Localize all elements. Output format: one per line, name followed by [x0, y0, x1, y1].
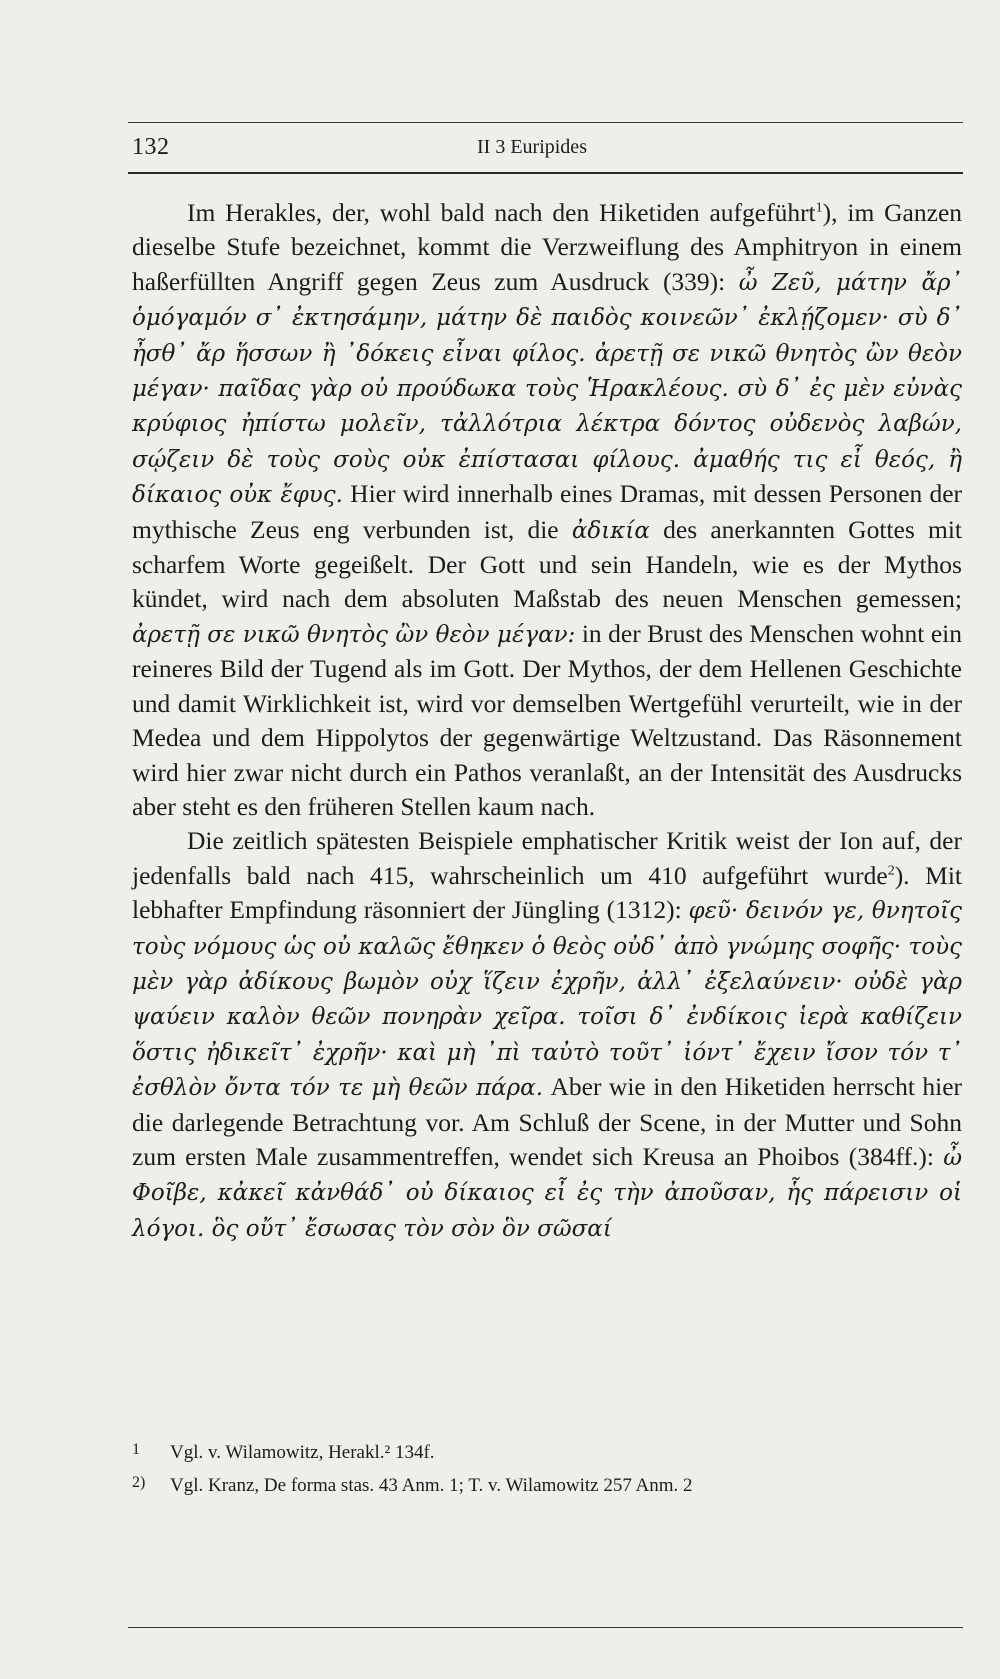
footnote-text: Vgl. v. Wilamowitz, Herakl.² 134f. — [170, 1442, 435, 1463]
text-span: in der Brust des Menschen wohnt ein reineres Bild der Tugend als im Gott. Der Mythos, der dem Hellenen Geschichte und damit Wirklichkeit ist, wird vor demselben Wertgefühl verurteilt, wie in der Medea und dem Hippolytos der gegenwärtige Weltzustand. Das Räsonnement wird hier zwar nicht durch ein Pathos veranlaßt, an der Intensität des Ausdrucks aber steht es den früheren Stellen kaum nach. — [132, 618, 963, 821]
page-number: 132 — [132, 134, 170, 160]
footnote-ref-1: 1 — [815, 200, 823, 216]
text-span: Aber wie in den Hiketiden herrscht hier die darlegende Betrachtung vor. Am Schluß der Scene, in der Mutter und Sohn zum ersten Male zusammentreffen, wendet sich Kreusa an Phoibos (384ff.): — [132, 1072, 963, 1171]
text-span: Hier wird innerhalb eines Dramas, mit dessen Personen der mythische Zeus eng verbunden ist, die — [132, 479, 963, 544]
bottom-rule — [128, 1627, 963, 1628]
top-rule — [128, 122, 963, 123]
footnote-ref-2: 2 — [887, 863, 895, 879]
footnote-2 — [132, 1469, 962, 1502]
footnotes — [132, 1436, 962, 1502]
footnote-text: Vgl. Kranz, De forma stas. 43 Anm. 1; T. v. Wilamowitz 257 Anm. 2 — [170, 1475, 693, 1496]
footnote-mark: 2) — [132, 1474, 146, 1491]
running-head: II 3 Euripides — [477, 136, 587, 158]
paragraph-1 — [132, 196, 962, 824]
body-text — [132, 196, 962, 1246]
text-span: des anerkannten Gottes mit scharfem Worte gegeißelt. Der Gott und sein Handeln, wie es der Mythos kündet, wird nach dem absoluten Maßstab des neuen Menschen gemessen; — [132, 514, 962, 614]
paragraph-2 — [132, 824, 962, 1246]
greek-quote: ἀρετῇ σε νικῶ θνητὸς ὢν θεὸν μέγαν: — [132, 621, 576, 648]
greek-quote: φεῦ· δεινόν γε, θνητοῖς τοὺς νόμους ὡς οὐ καλῶς ἔθηκεν ὁ θεὸς οὐδ᾽ ἀπὸ γνώμης σοφῆς· τοὺς μὲν γὰρ ἀδίκους βωμὸν οὐχ ἵζειν ἐχρῆν, ἀλλ᾽ ἐξελαύνειν· οὐδὲ γὰρ ψαύειν καλὸν θεῶν πονηρὰν χεῖρα. τοῖσι δ᾽ ἐνδίκοις ἱερὰ καθίζειν ὅστις ἠδικεῖτ᾽ ἐχρῆν· καὶ μὴ ᾽πὶ ταὐτὸ τοῦτ᾽ ἰόντ᾽ ἔχειν ἴσον τόν τ᾽ ἐσθλὸν ὄντα τόν τε μὴ θεῶν πάρα. — [132, 898, 963, 1102]
header-rule — [128, 172, 963, 174]
greek-quote: ὦ Ζεῦ, μάτην ἄρ᾽ ὁμόγαμόν σ᾽ ἐκτησάμην, μάτην δὲ παιδὸς κοινεῶν᾽ ἐκλῄζομεν· σὺ δ᾽ ἦσθ᾽ ἄρ ἥσσων ἢ ᾽δόκεις εἶναι φίλος. ἀρετῇ σε νικῶ θνητὸς ὢν θεὸν μέγαν· παῖδας γὰρ οὐ προύδωκα τοὺς Ἡρακλέους. σὺ δ᾽ ἐς μὲν εὐνὰς κρύφιος ἠπίστω μολεῖν, τἀλλότρια λέκτρα δόντος οὐδενὸς λαβών, σῴζειν δὲ τοὺς σοὺς οὐκ ἐπίστασαι φίλους. ἀμαθής τις εἶ θεός, ἢ δίκαιος οὐκ ἔφυς. — [132, 269, 963, 509]
text-span: Im Herakles, der, wohl bald nach den Hiketiden aufgeführt — [187, 198, 816, 227]
footnote-mark: 1 — [132, 1441, 140, 1458]
footnote-1 — [132, 1436, 962, 1469]
text-span: Die zeitlich spätesten Beispiele emphatischer Kritik weist der Ion auf, der jedenfalls bald nach 415, wahrscheinlich um 410 aufgeführt wurde — [132, 826, 962, 890]
text-span: ). Mit lebhafter Empfindung räsonniert der Jüngling (1312): — [132, 860, 962, 925]
greek-quote: ὦ Φοῖβε, κἀκεῖ κἀνθάδ᾽ οὐ δίκαιος εἶ ἐς τὴν ἀποῦσαν, ἧς πάρεισιν οἱ λόγοι. ὃς οὔτ᾽ ἔσωσας τὸν σὸν ὃν σῶσαί — [132, 1144, 963, 1242]
greek-term: ἀδικία — [571, 517, 650, 544]
text-span: ), im Ganzen dieselbe Stufe bezeichnet, kommt die Verzweiflung des Amphitryon in einem haßerfüllten Angriff gegen Zeus zum Ausdruck (339): — [132, 198, 963, 296]
